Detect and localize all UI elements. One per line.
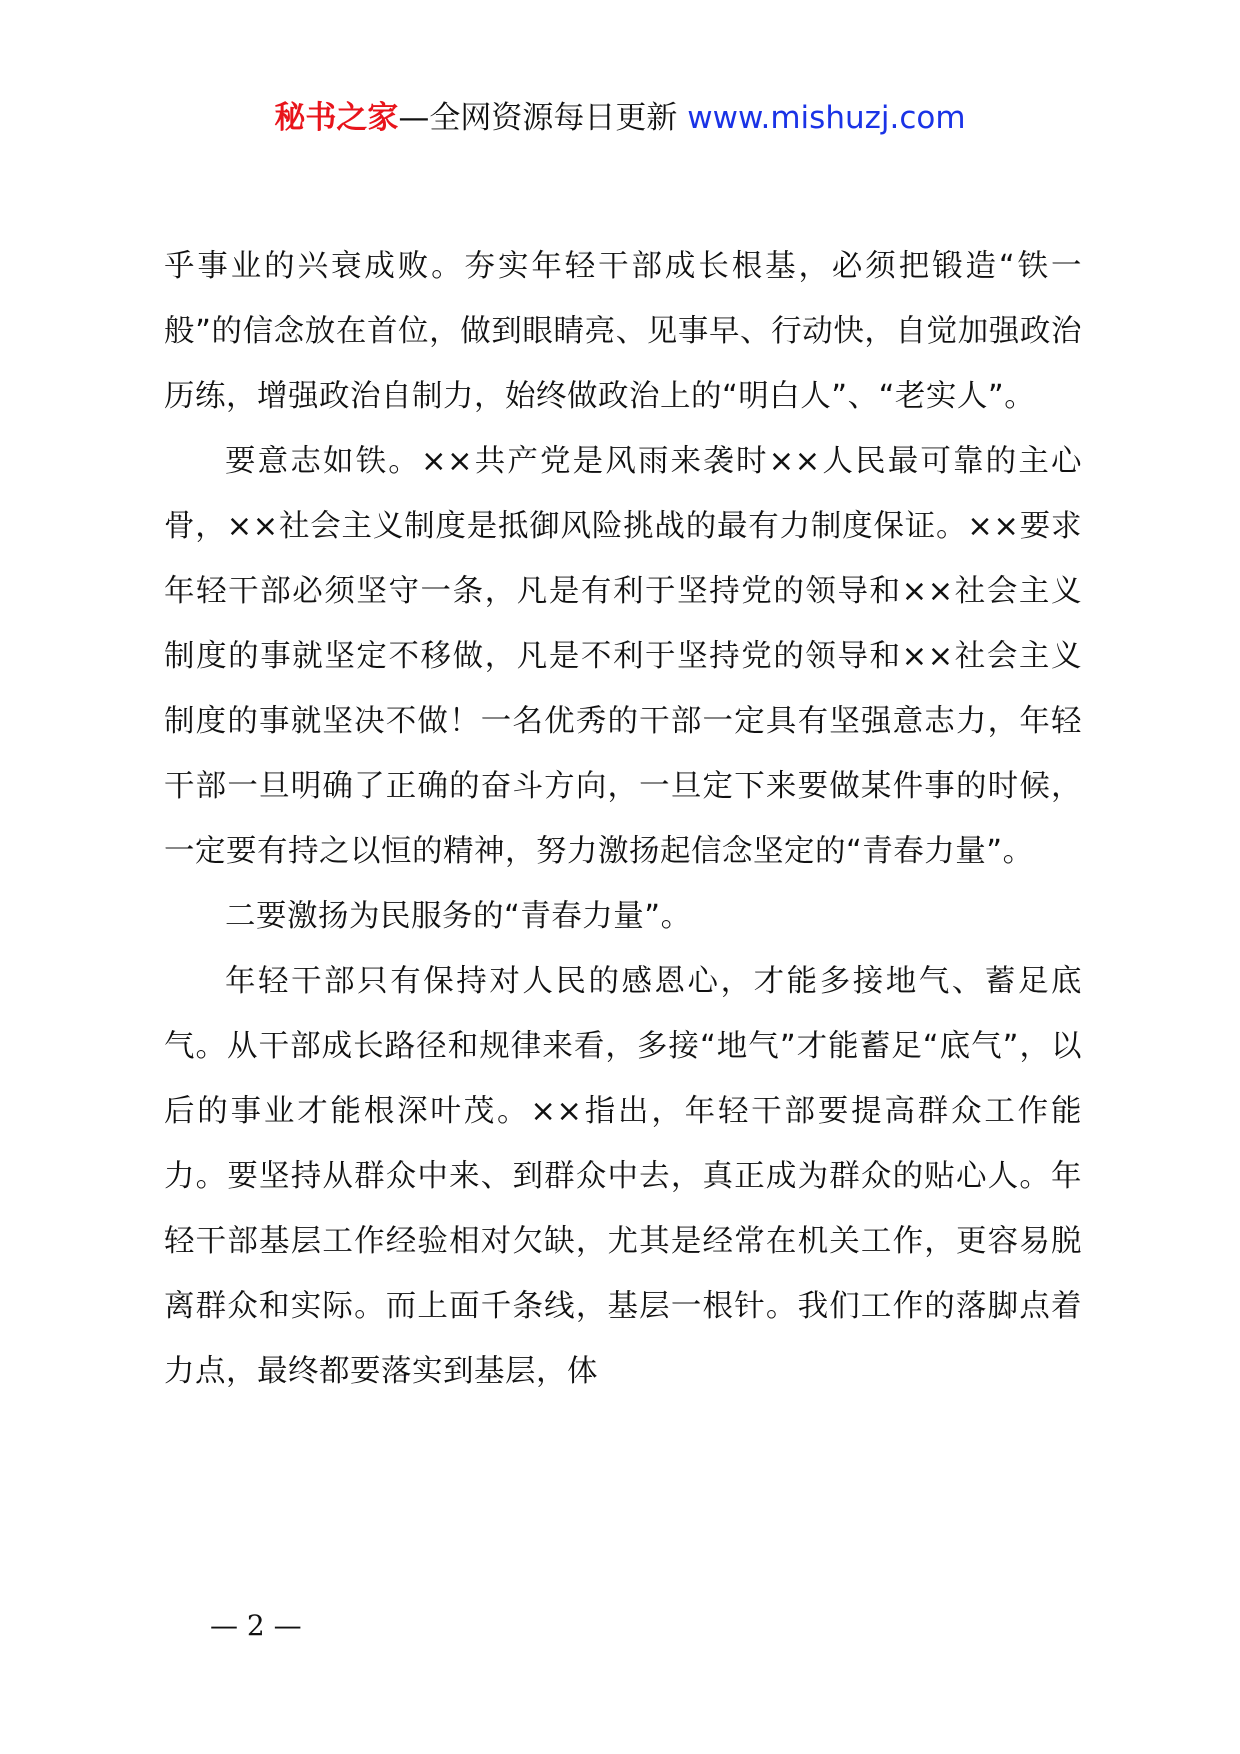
section-heading: 二要激扬为民服务的“青春力量”。 [225,899,692,934]
document-body [164,234,1082,1404]
body-paragraph: 要意志如铁。××共产党是风雨来袭时××人民最可靠的主心骨，××社会主义制度是抵御风险挑战的最有力制度保证。××要求年轻干部必须坚守一条，凡是有利于坚持党的领导和××社会主义制度的事就坚定不移做，凡是不利于坚持党的领导和××社会主义制度的事就坚决不做！一名优秀的干部一定具有坚强意志力，年轻干部一旦明确了正确的奋斗方向，一旦定下来要做某件事的时候，一定要有持之以恒的精神，努力激扬起信念坚定的“青春力量”。 [164,444,1082,869]
site-header [0,98,1240,138]
site-slogan: —全网资源每日更新 [398,100,678,136]
site-url-link[interactable]: www.mishuzj.com [687,100,966,136]
body-paragraph: 年轻干部只有保持对人民的感恩心，才能多接地气、蓄足底气。从干部成长路径和规律来看，多接“地气”才能蓄足“底气”，以后的事业才能根深叶茂。××指出，年轻干部要提高群众工作能力。要坚持从群众中来、到群众中去，真正成为群众的贴心人。年轻干部基层工作经验相对欠缺，尤其是经常在机关工作，更容易脱离群众和实际。而上面千条线，基层一根针。我们工作的落脚点着力点，最终都要落实到基层，体 [164,964,1082,1389]
site-brand: 秘书之家 [274,100,399,136]
page-number: — 2 — [210,1609,302,1642]
body-paragraph: 乎事业的兴衰成败。夯实年轻干部成长根基，必须把锻造“铁一般”的信念放在首位，做到眼睛亮、见事早、行动快，自觉加强政治历练，增强政治自制力，始终做政治上的“明白人”、“老实人”。 [164,249,1082,414]
